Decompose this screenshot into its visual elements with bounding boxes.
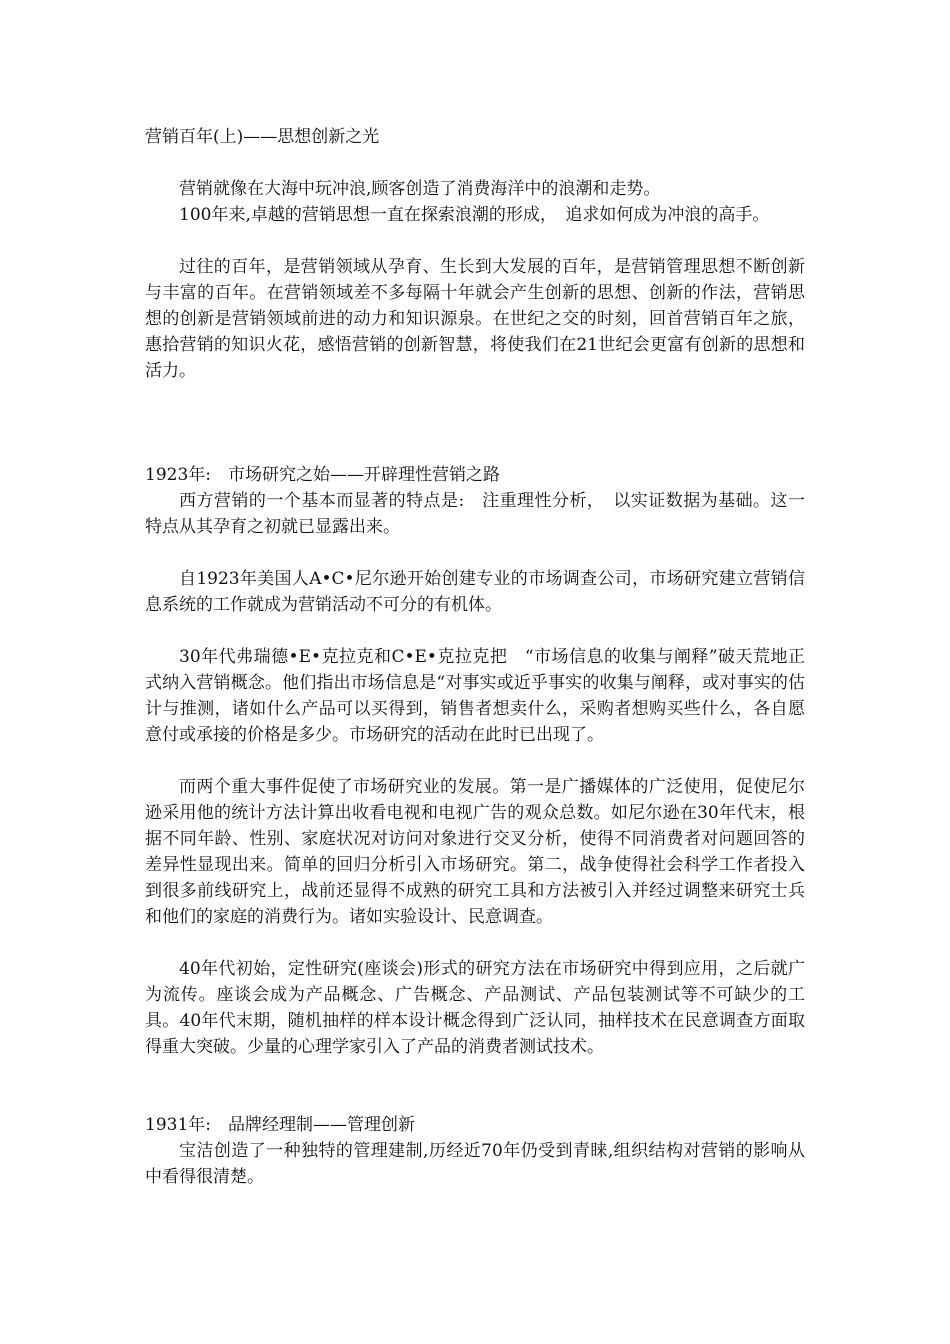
spacer	[145, 540, 805, 566]
section-paragraph: 宝洁创造了一种独特的管理建制,历经近70年仍受到青睐,组织结构对营销的影响从中看得很清楚。	[145, 1141, 805, 1187]
section-heading-1923: 1923年: 市场研究之始——开辟理性营销之路	[145, 465, 500, 485]
section-paragraph: 而两个重大事件促使了市场研究业的发展。第一是广播媒体的广泛使用，促使尼尔逊采用他的统计方法计算出收看电视和电视广告的观众总数。如尼尔逊在30年代末，根据不同年龄、性别、家庭状况对访问对象进行交叉分析，使得不同消费者对问题回答的差异性显现出来。简单的回归分析引入市场研究。第二，战争使得社会科学工作者投入到很多前线研究上，战前还显得不成熟的研究工具和方法被引入并经过调整来研究士兵和他们的家庭的消费行为。诸如实验设计、民意调查。	[145, 777, 805, 927]
intro-paragraph: 过往的百年，是营销领域从孕育、生长到大发展的百年，是营销管理思想不断创新与丰富的百年。在营销领域差不多每隔十年就会产生创新的思想、创新的作法，营销思想的创新是营销领域前进的动力和知识源泉。在世纪之交的时刻，回首营销百年之旅，惠拾营销的知识火花，感悟营销的创新智慧，将使我们在21世纪会更富有创新的思想和活力。	[145, 257, 805, 381]
section-heading-1931: 1931年: 品牌经理制——管理创新	[145, 1115, 415, 1135]
spacer	[145, 930, 805, 956]
section-paragraph: 自1923年美国人A•C•尼尔逊开始创建专业的市场调查公司，市场研究建立营销信息系统的工作就成为营销活动不可分的有机体。	[145, 569, 805, 615]
document-body	[145, 124, 805, 1190]
document-title: 营销百年(上)——思想创新之光	[145, 127, 380, 147]
intro-paragraph: 营销就像在大海中玩冲浪,顾客创造了消费海洋中的浪潮和走势。	[179, 179, 661, 199]
section-paragraph: 40年代初始，定性研究(座谈会)形式的研究方法在市场研究中得到应用，之后就广为流传。座谈会成为产品概念、广告概念、产品测试、产品包装测试等不可缺少的工具。40年代末期，随机抽样的样本设计概念得到广泛认同，抽样技术在民意调查方面取得重大突破。少量的心理学家引入了产品的消费者测试技术。	[145, 959, 805, 1057]
spacer	[145, 384, 805, 462]
spacer	[145, 618, 805, 644]
spacer	[145, 150, 805, 176]
spacer	[145, 748, 805, 774]
spacer	[145, 228, 805, 254]
spacer	[145, 1060, 805, 1112]
section-paragraph: 30年代弗瑞德•E•克拉克和C•E•克拉克把 “市场信息的收集与阐释”破天荒地正式纳入营销概念。他们指出市场信息是“对事实或近乎事实的收集与阐释，或对事实的估计与推测，诸如什么产品可以买得到，销售者想卖什么，采购者想购买些什么，各自愿意付或承接的价格是多少。市场研究的活动在此时已出现了。	[145, 647, 805, 745]
intro-paragraph: 100年来,卓越的营销思想一直在探索浪潮的形成， 追求如何成为冲浪的高手。	[179, 205, 770, 225]
section-paragraph: 西方营销的一个基本而显著的特点是: 注重理性分析， 以实证数据为基础。这一特点从其孕育之初就已显露出来。	[145, 491, 805, 537]
